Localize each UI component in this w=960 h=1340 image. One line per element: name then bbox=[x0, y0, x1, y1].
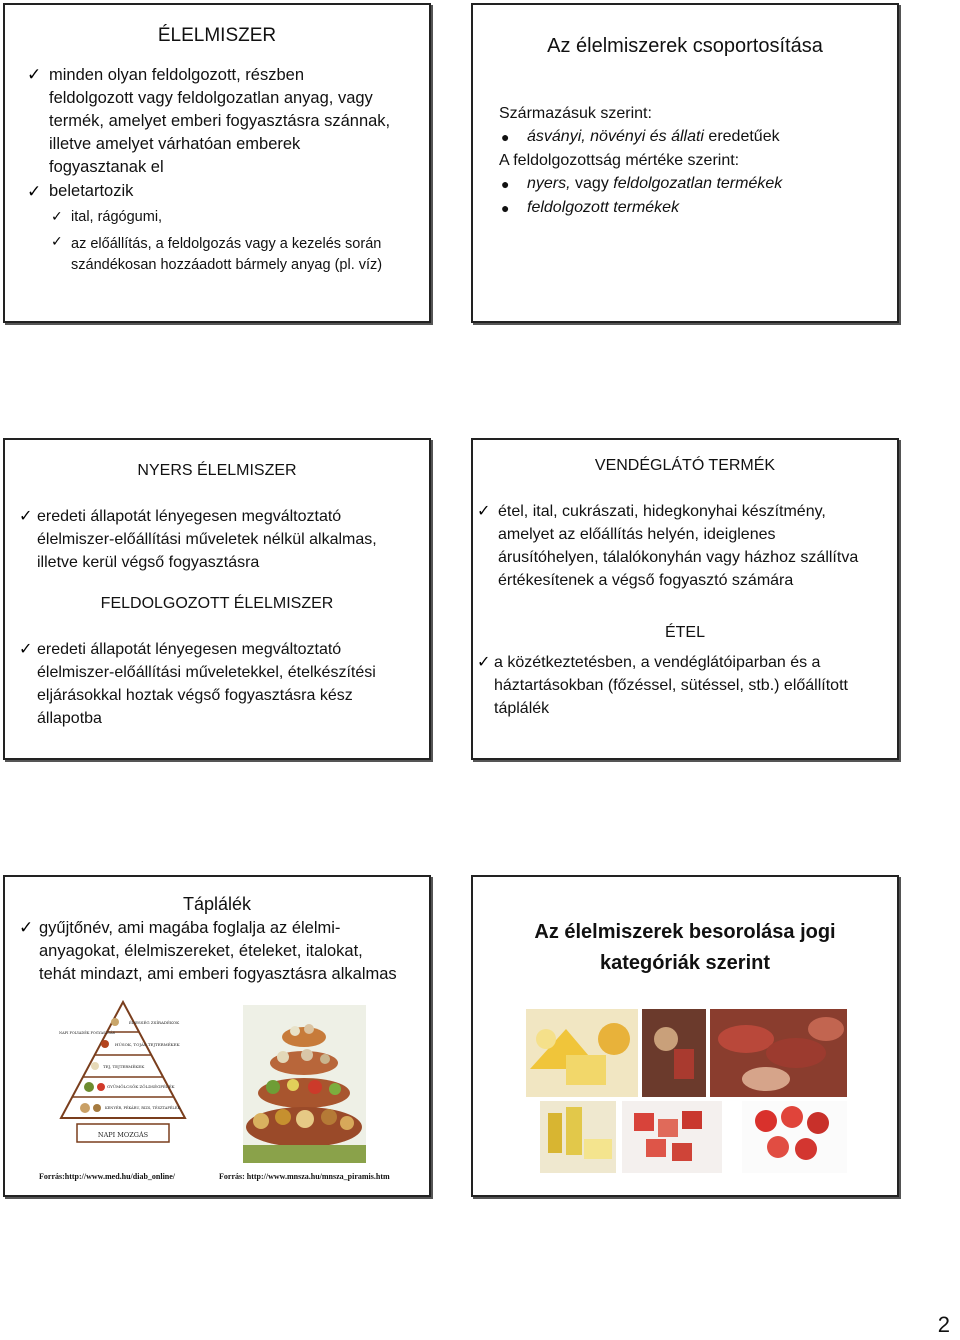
text-line: eredeti állapotát lényegesen megváltoztató bbox=[37, 641, 342, 658]
origin-label: Származásuk szerint: bbox=[499, 105, 652, 122]
text-part: feldolgozott termékek bbox=[527, 199, 680, 216]
vendeglato-text bbox=[498, 500, 858, 592]
check-icon: ✓ bbox=[51, 234, 63, 250]
bullet-icon: ● bbox=[501, 129, 510, 145]
pyramid-level-label: ÉDESSÉG ZSÍRADÉKOK bbox=[129, 1020, 180, 1025]
slide-title bbox=[473, 917, 897, 979]
slide-vendeglato bbox=[471, 438, 899, 760]
text-line: fogyasztanak el bbox=[49, 158, 164, 176]
text-line: gyűjtőnév, ami magába foglalja az élelmi- bbox=[39, 919, 341, 937]
taplalek-text bbox=[39, 917, 397, 986]
text-line: minden olyan feldolgozott, részben bbox=[49, 66, 304, 84]
section-title: FELDOLGOZOTT ÉLELMISZER bbox=[100, 595, 334, 612]
text-line: étel, ital, cukrászati, hidegkonyhai készítmény, bbox=[498, 503, 826, 520]
check-icon: ✓ bbox=[27, 182, 42, 202]
text-line: illetve kerül végső fogyasztásra bbox=[37, 554, 260, 571]
title-line: Az élelmiszerek besorolása jogi bbox=[534, 921, 836, 943]
slide-title: ÉLELMISZER bbox=[157, 25, 277, 46]
check-icon: ✓ bbox=[19, 639, 33, 658]
text-line: árusítóhelyen, tálalókonyhán vagy házhoz szállítva bbox=[498, 549, 859, 566]
text-line: tehát mindazt, ami emberi fogyasztásra alkalmas bbox=[39, 965, 397, 983]
pyramid-level-label: TEJ, TEJTERMÉKEK bbox=[103, 1064, 145, 1069]
text-line: feldolgozott vagy feldolgozatlan anyag, vagy bbox=[49, 89, 373, 107]
section-title: ÉTEL bbox=[664, 624, 705, 641]
text-part: feldolgozatlan termékek bbox=[613, 175, 783, 192]
text-line: eredeti állapotát lényegesen megváltoztató bbox=[37, 508, 342, 525]
text-line: illetve amelyet várhatóan emberek bbox=[49, 135, 301, 153]
beletartozik-text: beletartozik bbox=[49, 182, 134, 200]
text-line: szándékosan hozzáadott bármely anyag (pl. víz) bbox=[71, 257, 383, 273]
origin-normal: eredetűek bbox=[703, 128, 780, 145]
check-icon: ✓ bbox=[19, 918, 34, 938]
text-line: állapotba bbox=[37, 710, 102, 727]
text-line: értékesítenek a végső fogyasztó számára bbox=[498, 572, 794, 589]
sub-item-text bbox=[71, 234, 382, 276]
sub-item-text: ital, rágógumi, bbox=[71, 209, 163, 225]
check-icon: ✓ bbox=[51, 209, 63, 225]
bullet-icon: ● bbox=[501, 176, 510, 192]
image-source-1: Forrás:http://www.med.hu/diab_online/ bbox=[39, 1172, 176, 1181]
section-title: NYERS ÉLELMISZER bbox=[137, 462, 297, 479]
text-line: amelyet az előállítás helyén, ideiglenes bbox=[498, 526, 776, 543]
slide-besorolas bbox=[471, 875, 899, 1197]
origin-italic: ásványi, növényi és állati bbox=[527, 128, 704, 145]
slide-nyers-feldolgozott bbox=[3, 438, 431, 760]
text-part: vagy bbox=[570, 175, 614, 192]
text-line: a közétkeztetésben, a vendéglátóiparban és a bbox=[494, 654, 821, 671]
text-part: nyers, bbox=[527, 175, 571, 192]
slide-title: Táplálék bbox=[182, 894, 252, 914]
slide-csoportositas bbox=[471, 3, 899, 323]
pyramid-level-label: HÚSOK, TOJÁS TEJTERMÉKEK bbox=[115, 1042, 180, 1047]
processing-bullet-2 bbox=[527, 199, 679, 217]
slide-title: Az élelmiszerek csoportosítása bbox=[547, 35, 823, 57]
food-pyramid-image bbox=[57, 1000, 189, 1150]
page-number: 2 bbox=[937, 1312, 950, 1337]
section-title: VENDÉGLÁTÓ TERMÉK bbox=[594, 457, 776, 474]
check-icon: ✓ bbox=[477, 501, 491, 520]
bullet-icon: ● bbox=[501, 200, 510, 216]
definition-text bbox=[49, 64, 390, 179]
processing-label: A feldolgozottság mértéke szerint: bbox=[499, 152, 740, 169]
slide-taplalek bbox=[3, 875, 431, 1197]
text-line: élelmiszer-előállítási műveletek nélkül alkalmas, bbox=[37, 531, 377, 548]
pyramid-level-label: GYÜMÖLCSÖK ZÖLDSÉGFÉLÉK bbox=[107, 1084, 175, 1089]
text-line: az előállítás, a feldolgozás vagy a kezelés során bbox=[71, 236, 382, 252]
feldolgozott-text bbox=[37, 638, 376, 730]
text-line: háztartásokban (főzéssel, sütéssel, stb.) előállított bbox=[494, 677, 848, 694]
title-line: kategóriák szerint bbox=[599, 952, 771, 974]
etel-text bbox=[494, 651, 848, 720]
text-line: táplálék bbox=[494, 700, 550, 717]
check-icon: ✓ bbox=[477, 652, 491, 671]
text-line: anyagokat, élelmiszereket, ételeket, italokat, bbox=[39, 942, 363, 960]
text-line: eljárásokkal hoztak végső fogyasztásra kész bbox=[37, 687, 353, 704]
text-line: élelmiszer-előállítási műveletekkel, ételkészítési bbox=[37, 664, 376, 681]
text-line: termék, amelyet emberi fogyasztásra szánnak, bbox=[49, 112, 391, 130]
slide-elelmiszer bbox=[3, 3, 431, 323]
processing-bullet-1 bbox=[527, 175, 782, 193]
pyramid-level-label: KENYÉR, PÉKÁRU, RIZS, TÉSZTAFÉLÉK bbox=[105, 1106, 181, 1110]
pyramid-base-label: NAPI MOZGÁS bbox=[97, 1131, 149, 1139]
food-platter-image bbox=[243, 1005, 366, 1163]
check-icon: ✓ bbox=[27, 65, 42, 85]
check-icon: ✓ bbox=[19, 506, 33, 525]
image-source-2: Forrás: http://www.mnsza.hu/mnsza_piramis.htm bbox=[219, 1172, 390, 1181]
nyers-text bbox=[37, 505, 377, 574]
food-collage-image bbox=[526, 1009, 847, 1173]
pyramid-side-label: NAPI FOLYADÉK FOGYASZTÁS bbox=[59, 1031, 115, 1035]
origin-bullet bbox=[527, 128, 780, 146]
